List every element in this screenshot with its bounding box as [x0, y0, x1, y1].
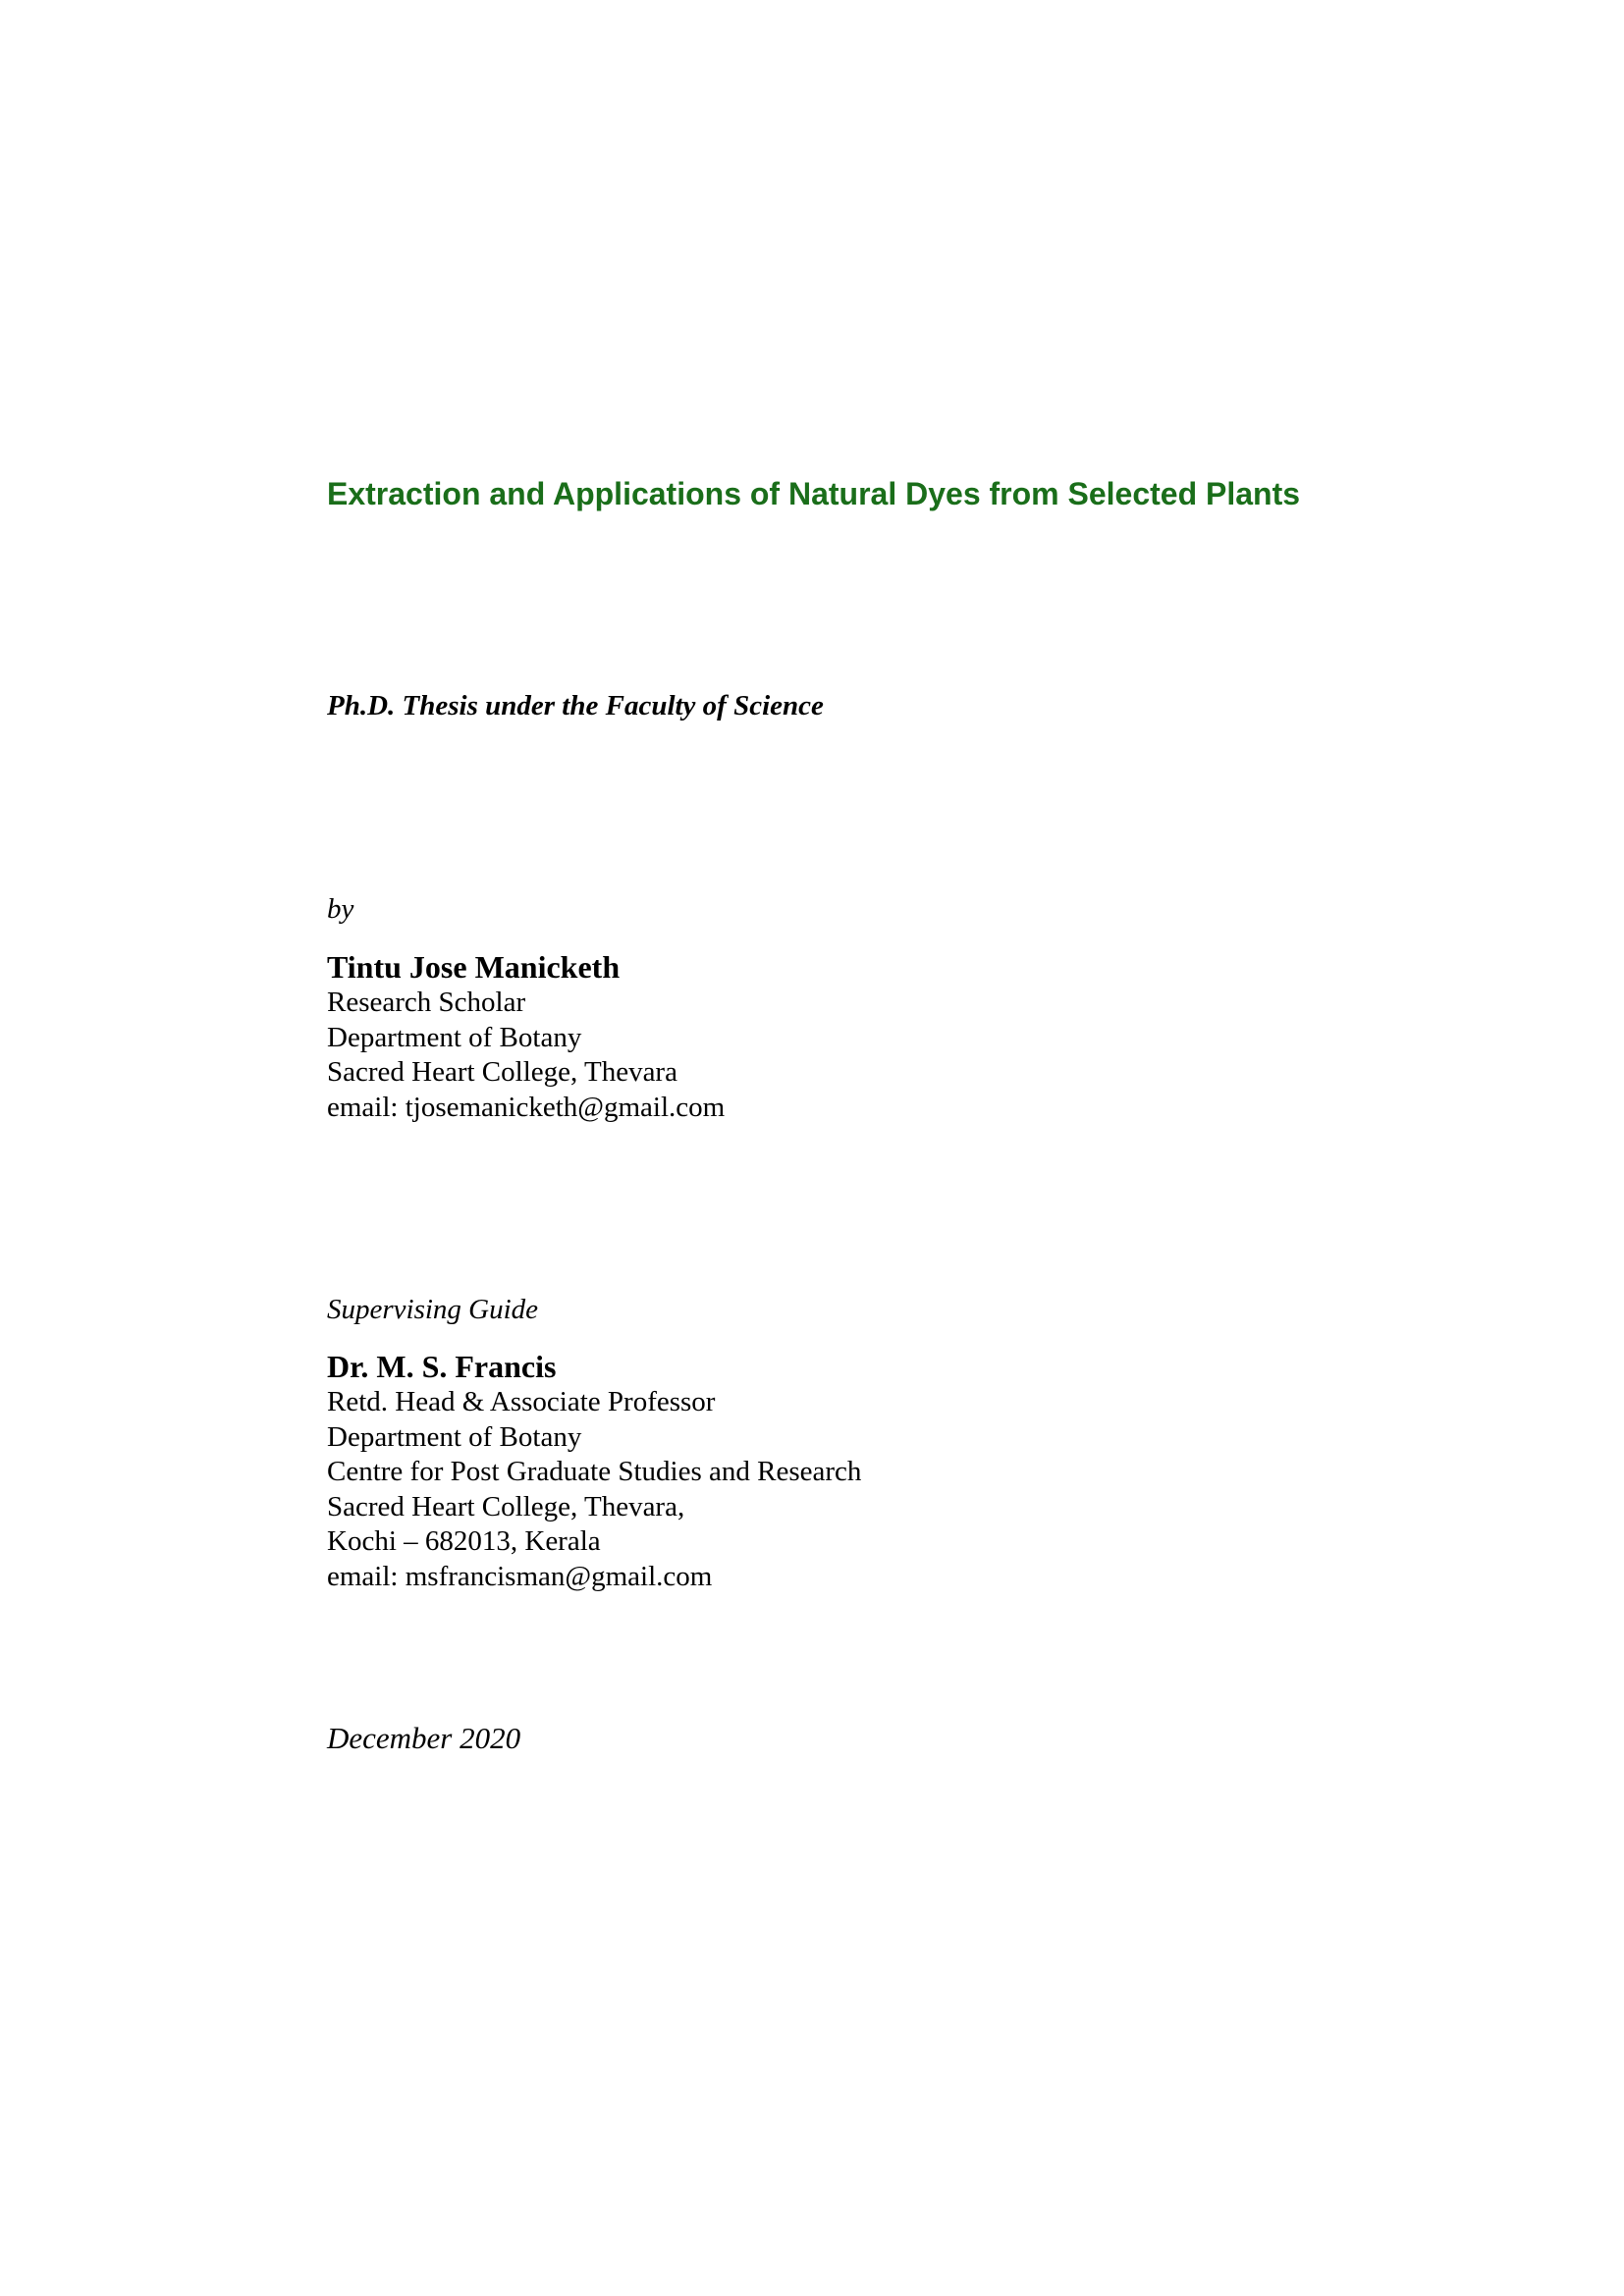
guide-block: [327, 1348, 861, 1594]
author-by-label: by: [327, 893, 354, 925]
guide-label: Supervising Guide: [327, 1294, 539, 1325]
author-name: Tintu Jose Manicketh: [327, 949, 621, 985]
author-role: Research Scholar: [327, 987, 526, 1018]
guide-name: Dr. M. S. Francis: [327, 1349, 557, 1384]
guide-department: Department of Botany: [327, 1420, 582, 1453]
thesis-title: Extraction and Applications of Natural Dyes from Selected Plants: [327, 476, 1301, 511]
author-department: Department of Botany: [327, 1021, 582, 1053]
author-email: email: tjosemanicketh@gmail.com: [327, 1091, 726, 1123]
author-block: [327, 948, 725, 1125]
guide-centre: Centre for Post Graduate Studies and Research: [327, 1456, 862, 1487]
guide-college: Sacred Heart College, Thevara,: [327, 1490, 685, 1522]
thesis-subtitle: Ph.D. Thesis under the Faculty of Science: [327, 690, 824, 721]
guide-email: email: msfrancisman@gmail.com: [327, 1560, 713, 1592]
guide-position: Retd. Head & Associate Professor: [327, 1386, 716, 1417]
guide-address: Kochi – 682013, Kerala: [327, 1525, 601, 1557]
author-college: Sacred Heart College, Thevara: [327, 1056, 677, 1088]
thesis-date: December 2020: [327, 1721, 521, 1755]
